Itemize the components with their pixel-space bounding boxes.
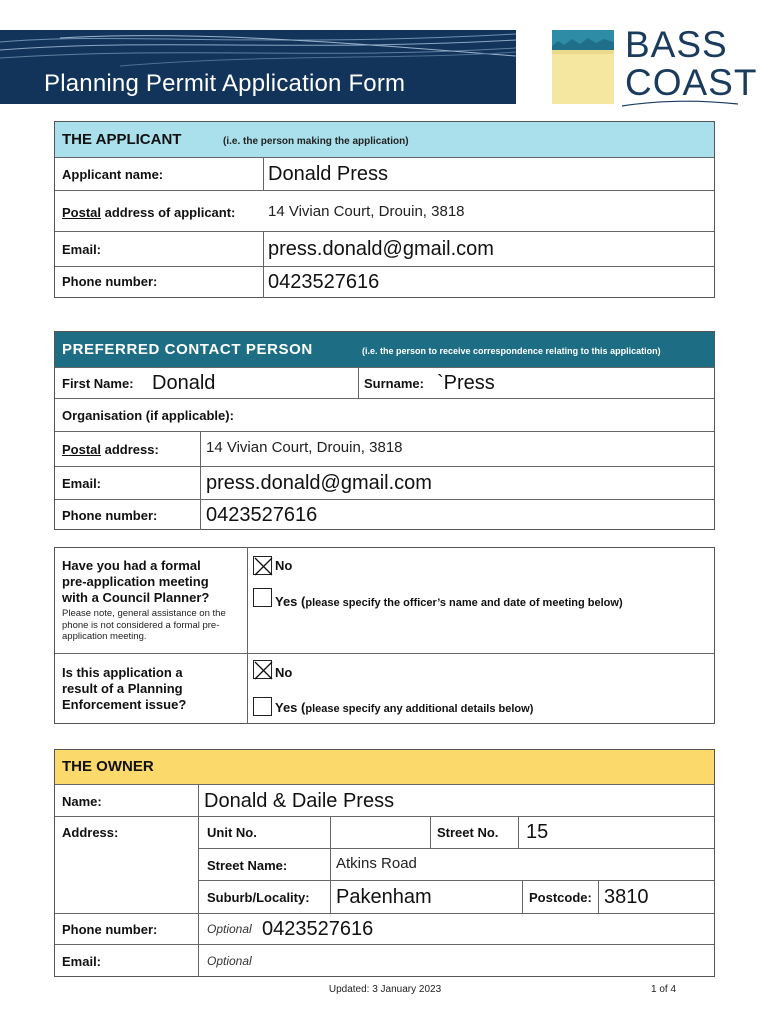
owner-phone-label: Phone number:: [62, 922, 158, 937]
owner-unit-label: Unit No.: [207, 825, 257, 840]
applicant-section-subtitle: (i.e. the person making the application): [223, 136, 409, 147]
applicant-name-label: Applicant name:: [62, 167, 164, 182]
applicant-email-label: Email:: [62, 242, 102, 257]
owner-phone-field[interactable]: 0423527616: [262, 918, 374, 940]
contact-postal-label: Postal address:: [62, 442, 159, 457]
bass-coast-logo: [552, 24, 758, 106]
footer-updated-date: Updated: 3 January 2023: [328, 984, 442, 995]
owner-suburb-label: Suburb/Locality:: [207, 890, 310, 905]
owner-section-title: THE OWNER: [62, 758, 154, 775]
pre-application-yes-checkbox[interactable]: [253, 588, 272, 607]
contact-first-name-field[interactable]: Donald: [152, 372, 216, 394]
pre-application-question: Have you had a formal pre-application meeting with a Council Planner?: [62, 558, 210, 605]
contact-surname-field[interactable]: `Press: [437, 372, 495, 394]
applicant-phone-label: Phone number:: [62, 274, 158, 289]
applicant-email-field[interactable]: press.donald@gmail.com: [268, 238, 494, 260]
logo-mark-icon: [552, 30, 614, 104]
contact-section-subtitle: (i.e. the person to receive correspondence relating to this application): [362, 346, 661, 356]
enforcement-question: Is this application a result of a Planning Enforcement issue?: [62, 665, 187, 712]
logo-text: [625, 26, 757, 102]
pre-application-no-label: No: [275, 558, 293, 573]
owner-street-name-field[interactable]: Atkins Road: [336, 855, 417, 872]
enforcement-no-label: No: [275, 665, 293, 680]
contact-phone-field[interactable]: 0423527616: [206, 504, 318, 526]
applicant-name-field[interactable]: Donald Press: [268, 163, 389, 185]
owner-email-label: Email:: [62, 954, 102, 969]
owner-email-optional-hint: Optional: [207, 954, 252, 968]
applicant-phone-field[interactable]: 0423527616: [268, 271, 380, 293]
contact-email-field[interactable]: press.donald@gmail.com: [206, 472, 432, 494]
footer-page-number: 1 of 4: [651, 984, 677, 995]
contact-organisation-label: Organisation (if applicable):: [62, 408, 234, 423]
applicant-header: [55, 122, 714, 157]
applicant-section-title: THE APPLICANT: [62, 131, 182, 148]
owner-street-no-field[interactable]: 15: [526, 821, 549, 843]
owner-name-field[interactable]: Donald & Daile Press: [204, 790, 395, 812]
logo-underline-swoosh: [620, 100, 740, 108]
contact-first-name-label: First Name:: [62, 376, 134, 391]
contact-phone-label: Phone number:: [62, 508, 158, 523]
header-banner: [0, 30, 516, 104]
contact-section-title: PREFERRED CONTACT PERSON: [62, 341, 313, 358]
owner-address-label: Address:: [62, 825, 119, 840]
owner-header: [55, 750, 714, 784]
owner-street-no-label: Street No.: [437, 825, 499, 840]
logo-line-coast: COAST: [625, 62, 758, 103]
applicant-postal-field[interactable]: 14 Vivian Court, Drouin, 3818: [268, 203, 465, 220]
enforcement-no-checkbox[interactable]: [253, 660, 272, 679]
applicant-postal-label: Postal address of applicant:: [62, 205, 236, 220]
pre-application-no-checkbox[interactable]: [253, 556, 272, 575]
contact-surname-label: Surname:: [364, 376, 424, 391]
owner-postcode-label: Postcode:: [529, 890, 592, 905]
logo-line-bass: BASS: [625, 24, 728, 65]
owner-name-label: Name:: [62, 794, 102, 809]
contact-email-label: Email:: [62, 476, 102, 491]
owner-phone-optional-hint: Optional: [207, 922, 252, 936]
form-title: Planning Permit Application Form: [44, 70, 406, 97]
contact-postal-field[interactable]: 14 Vivian Court, Drouin, 3818: [206, 439, 403, 456]
enforcement-yes-checkbox[interactable]: [253, 697, 272, 716]
enforcement-yes-label: Yes (please specify any additional details below): [275, 700, 534, 715]
checkmark-x-icon: [254, 557, 273, 576]
owner-postcode-field[interactable]: 3810: [604, 886, 649, 908]
contact-header: [55, 332, 714, 367]
checkmark-x-icon: [254, 661, 273, 680]
pre-application-yes-label: Yes (please specify the officer’s name and date of meeting below): [275, 594, 623, 609]
owner-suburb-field[interactable]: Pakenham: [336, 886, 432, 908]
pre-application-note: Please note, general assistance on the phone is not considered a formal pre-application meeting.: [62, 608, 226, 642]
owner-street-name-label: Street Name:: [207, 858, 288, 873]
